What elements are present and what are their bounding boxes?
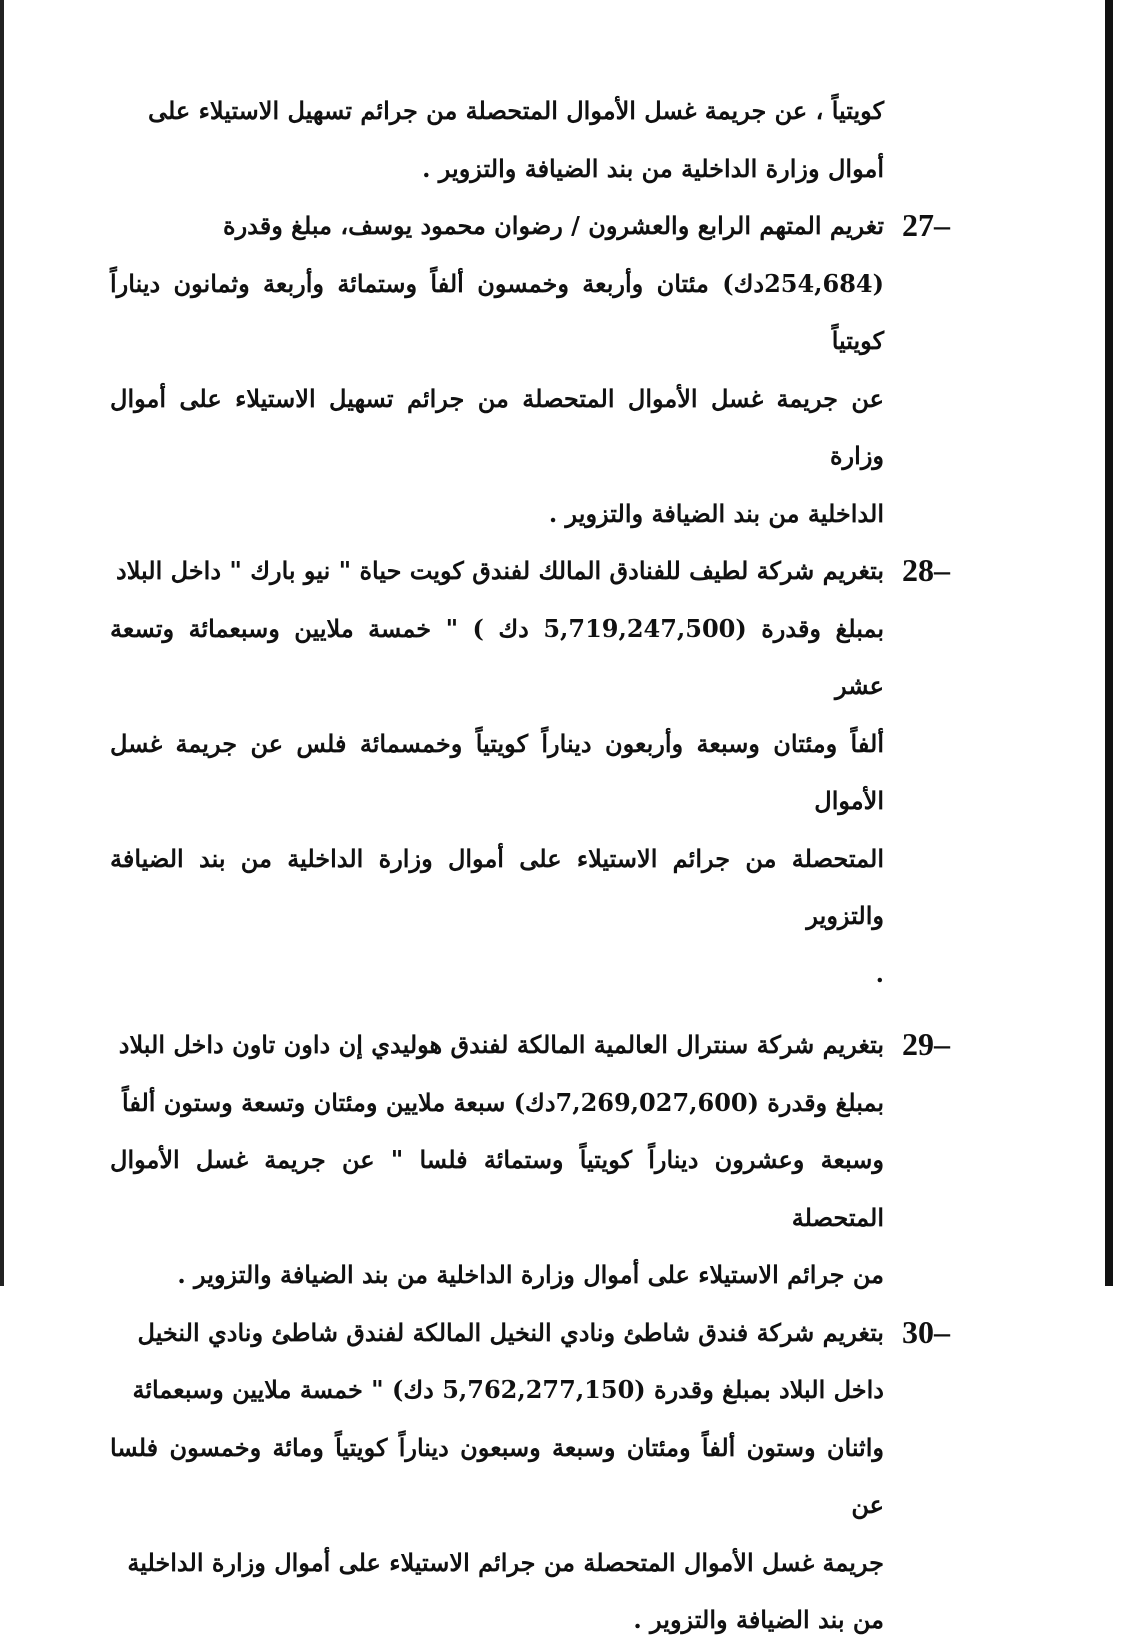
page-right-margin [1113,0,1125,1286]
list-item-30 [110,1304,950,1649]
list-item-28 [110,542,950,1002]
text-line: واثنان وستون ألفاً ومئتان وسبعة وسبعون ديناراً كويتياً ومائة وخمسون فلسا عن [110,1432,884,1519]
text-line: بمبلغ وقدرة (7,269,027,600دك) سبعة ملايين ومئتان وتسعة وستون ألفاً [122,1087,884,1117]
paragraph-gap [110,1002,950,1016]
item-number: 30– [902,1313,950,1350]
text-line: (254,684دك) مئتان وأربعة وخمسون ألفاً وستمائة وأربعة وثمانون ديناراً كويتياً [110,268,884,355]
text-line: بتغريم شركة لطيف للفنادق المالك لفندق كويت حياة " نيو بارك " داخل البلاد [116,556,884,585]
text-line: المتحصلة من جرائم الاستيلاء على أموال وزارة الداخلية من بند الضيافة والتزوير [110,843,884,930]
text-line: من جرائم الاستيلاء على أموال وزارة الداخلية من بند الضيافة والتزوير . [177,1260,884,1289]
document-body [110,82,950,1649]
text-line: ألفاً ومئتان وسبعة وأربعون ديناراً كويتياً وخمسمائة فلس عن جريمة غسل الأموال [110,728,884,815]
text-line: بتغريم شركة فندق شاطئ ونادي النخيل المالكة لفندق شاطئ ونادي النخيل [137,1317,884,1347]
page-right-edge [1105,0,1113,1286]
text-line: وسبعة وعشرون ديناراً كويتياً وستمائة فلسا " عن جريمة غسل الأموال المتحصلة [110,1145,884,1232]
text-line: تغريم المتهم الرابع والعشرون / رضوان محمود يوسف، مبلغ وقدرة [223,211,884,240]
list-item-29 [110,1016,950,1304]
text-line: بتغريم شركة سنترال العالمية المالكة لفندق هوليدي إن داون تاون داخل البلاد [118,1030,884,1059]
text-line: داخل البلاد بمبلغ وقدرة (5,762,277,150 دك) " خمسة ملايين وسبعمائة [132,1375,884,1404]
text-line: من بند الضيافة والتزوير . [633,1605,884,1634]
list-item-27 [110,197,950,542]
item-number: 27– [902,207,950,243]
text-line: كويتياً ، عن جريمة غسل الأموال المتحصلة من جرائم تسهيل الاستيلاء على [147,96,884,125]
item-number: 28– [902,552,950,588]
item-number: 29– [902,1026,950,1062]
text-line: الداخلية من بند الضيافة والتزوير . [548,498,884,528]
continuation-paragraph [110,82,950,197]
text-line: بمبلغ وقدرة (5,719,247,500 دك ) " خمسة ملايين وسبعمائة وتسعة عشر [110,613,884,700]
text-line: عن جريمة غسل الأموال المتحصلة من جرائم تسهيل الاستيلاء على أموال وزارة [110,383,884,470]
page-left-edge [0,0,4,1286]
trailing-period: . [875,958,884,988]
text-line: أموال وزارة الداخلية من بند الضيافة والتزوير . [422,153,884,183]
text-line: جريمة غسل الأموال المتحصلة من جرائم الاستيلاء على أموال وزارة الداخلية [127,1547,884,1577]
